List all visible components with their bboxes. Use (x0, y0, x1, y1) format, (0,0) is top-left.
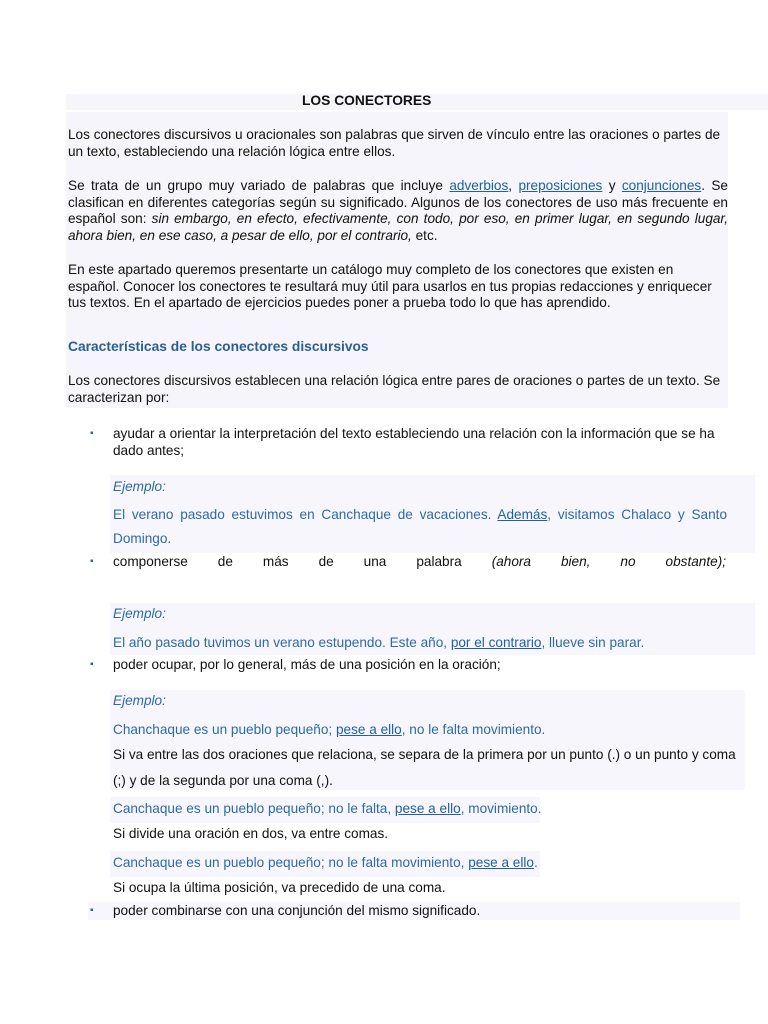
example-label: Ejemplo: (113, 479, 166, 494)
characteristics-paragraph: Los conectores discursivos establecen una relación lógica entre pares de oraciones o partes de un texto. Se caracterizan por: (68, 373, 721, 405)
link-pese-a-ello[interactable]: pese a ello (394, 801, 461, 816)
example-note: Si divide una oración en dos, va entre comas. (113, 826, 389, 841)
link-preposiciones[interactable]: preposiciones (518, 178, 603, 193)
list-item: ▪ poder combinarse con una conjunción del mismo significado. (90, 903, 481, 918)
link-conjunciones[interactable]: conjunciones (621, 178, 702, 193)
example-note: Si va entre las dos oraciones que relaciona, se separa de la primera por un punto (.) o un punto y coma (;) y de la segunda por una coma (,). (113, 747, 736, 788)
link-por-el-contrario[interactable]: por el contrario (450, 635, 542, 650)
link-ademas[interactable]: Además (497, 507, 548, 522)
page-title: LOS CONECTORES (302, 93, 432, 108)
list-item: ▪ poder ocupar, por lo general, más de una posición en la oración; (90, 657, 501, 672)
example-label: Ejemplo: (113, 693, 166, 708)
bullet-icon: ▪ (90, 659, 94, 670)
list-item: ▪ ayudar a orientar la interpretación del texto estableciendo una relación con la información que se ha dado antes; (90, 426, 715, 458)
example-label: Ejemplo: (113, 606, 166, 621)
section-heading: Características de los conectores discursivos (68, 339, 369, 354)
bullet-icon: ▪ (90, 428, 94, 439)
bullet-icon: ▪ (90, 905, 94, 916)
catalog-paragraph: En este apartado queremos presentarte un catálogo muy completo de los conectores que existen en español. Conocer los conectores te resultará muy útil para usarlos en tus propias redacciones y enriquecer tus textos. En el apartado de ejercicios puedes poner a prueba todo lo que has aprendido. (68, 262, 712, 310)
example-sentence: Chanchaque es un pueblo pequeño; pese a ello, no le falta movimiento. (113, 722, 546, 737)
link-pese-a-ello[interactable]: pese a ello (335, 722, 402, 737)
link-adverbios[interactable]: adverbios (449, 178, 509, 193)
link-pese-a-ello[interactable]: pese a ello (468, 855, 534, 870)
example-sentence: Canchaque es un pueblo pequeño; no le falta movimiento, pese a ello. (113, 855, 538, 870)
example-note: Si ocupa la última posición, va precedido de una coma. (113, 880, 446, 895)
intro-paragraph: Los conectores discursivos u oracionales son palabras que sirven de vínculo entre las oraciones o partes de un texto, estableciendo una relación lógica entre ellos. (68, 127, 721, 159)
example-sentence: El verano pasado estuvimos en Canchaque de vacaciones. Además, visitamos Chalaco y Santo Domingo. (113, 507, 728, 546)
list-item: ▪ componerse de más de una palabra (ahora bien, no obstante); (90, 554, 726, 569)
connectors-paragraph: Se trata de un grupo muy variado de palabras que incluye adverbios, preposiciones y conjunciones. Se clasifican en diferentes categorías según su significado. Algunos de los conectores de uso más frecuente en español son: sin embargo, en efecto, efectivamente, con todo, por eso, en primer lugar, en segundo lugar, ahora bien, en ese caso, a pesar de ello, por el contrario, etc. (68, 178, 728, 243)
bullet-icon: ▪ (90, 556, 94, 567)
example-sentence: El año pasado tuvimos un verano estupendo. Este año, por el contrario, llueve sin parar. (113, 635, 645, 650)
example-sentence: Canchaque es un pueblo pequeño; no le falta, pese a ello, movimiento. (113, 801, 542, 816)
